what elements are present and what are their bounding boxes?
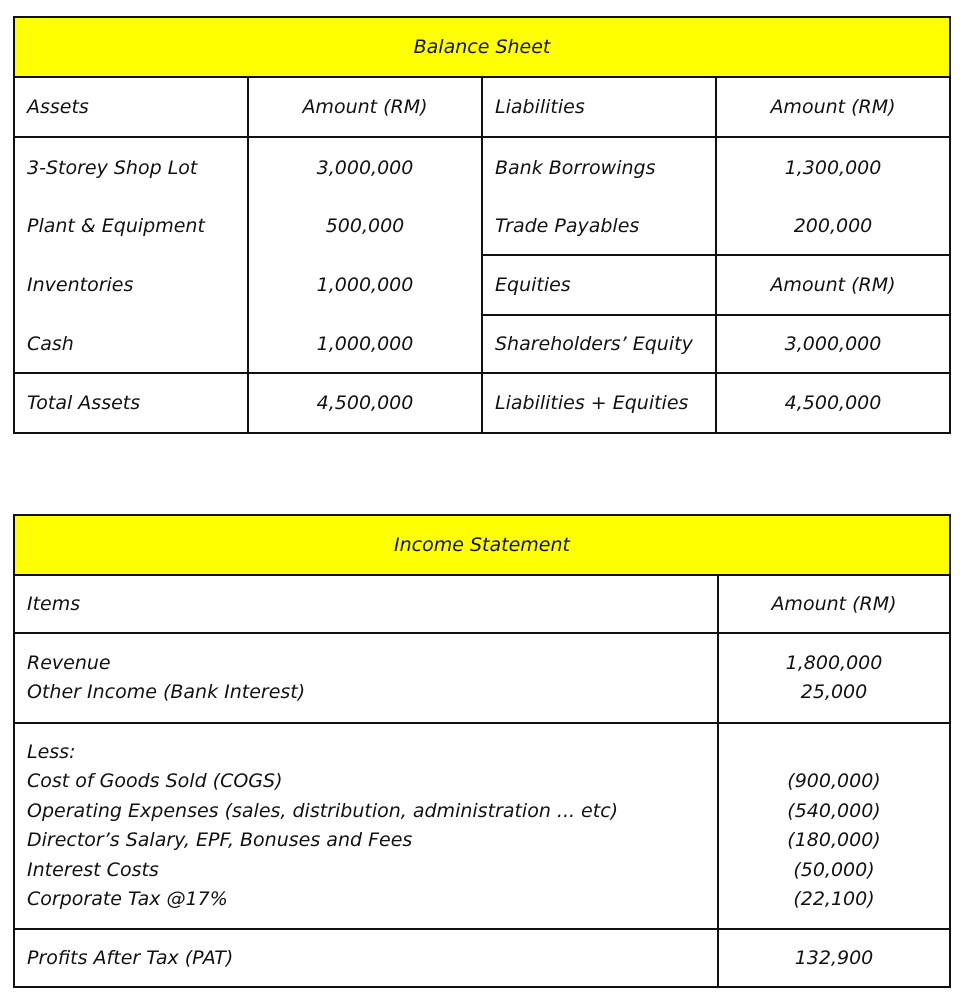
liabilities-header: Liabilities [482,77,716,137]
balance-sheet-table [13,16,951,434]
liabilities-equities-amount: 4,500,000 [716,373,950,433]
income-labels [14,633,718,723]
income-amount: 25,000 [800,681,868,703]
equity-amount: 3,000,000 [716,315,950,373]
liability-label: Trade Payables [482,197,716,255]
asset-amount: 1,000,000 [248,255,482,315]
assets-header: Assets [14,77,248,137]
expense-label: Cost of Goods Sold (COGS) [27,770,283,792]
expense-amount: (180,000) [787,829,881,851]
total-assets-amount: 4,500,000 [248,373,482,433]
expense-label: Interest Costs [27,858,159,881]
pat-label: Profits After Tax (PAT) [14,929,718,987]
expense-label: Corporate Tax @17% [27,888,228,910]
equities-header: Equities [482,255,716,315]
expense-labels [14,723,718,929]
income-label: Other Income (Bank Interest) [27,681,306,703]
asset-amount: 500,000 [248,197,482,255]
expense-amount: (50,000) [793,858,875,881]
expense-amount: (900,000) [787,770,881,792]
liability-label: Bank Borrowings [482,137,716,197]
income-amounts [718,633,950,723]
asset-label: Plant & Equipment [14,197,248,255]
income-statement-title: Income Statement [14,515,950,575]
expense-amount: (540,000) [787,799,881,822]
liability-amount: 1,300,000 [716,137,950,197]
income-label: Revenue [27,651,111,674]
liabilities-equities-label: Liabilities + Equities [482,373,716,433]
asset-amount: 3,000,000 [248,137,482,197]
total-assets-label: Total Assets [14,373,248,433]
items-header: Items [14,575,718,633]
equity-label: Shareholders’ Equity [482,315,716,373]
liabilities-amount-header: Amount (RM) [716,77,950,137]
balance-sheet-title: Balance Sheet [14,17,950,77]
items-amount-header: Amount (RM) [718,575,950,633]
pat-amount: 132,900 [718,929,950,987]
income-amount: 1,800,000 [785,651,883,674]
liability-amount: 200,000 [716,197,950,255]
expense-label: Operating Expenses (sales, distribution, administration ... etc) [27,799,619,822]
asset-label: Inventories [14,255,248,315]
expense-amount: (22,100) [793,888,875,910]
equities-amount-header: Amount (RM) [716,255,950,315]
income-statement-table [13,514,951,988]
asset-amount: 1,000,000 [248,315,482,373]
expense-label: Director’s Salary, EPF, Bonuses and Fees [27,829,413,851]
assets-amount-header: Amount (RM) [248,77,482,137]
asset-label: 3-Storey Shop Lot [14,137,248,197]
expense-amounts [718,723,950,929]
less-label: Less: [27,740,76,763]
asset-label: Cash [14,315,248,373]
